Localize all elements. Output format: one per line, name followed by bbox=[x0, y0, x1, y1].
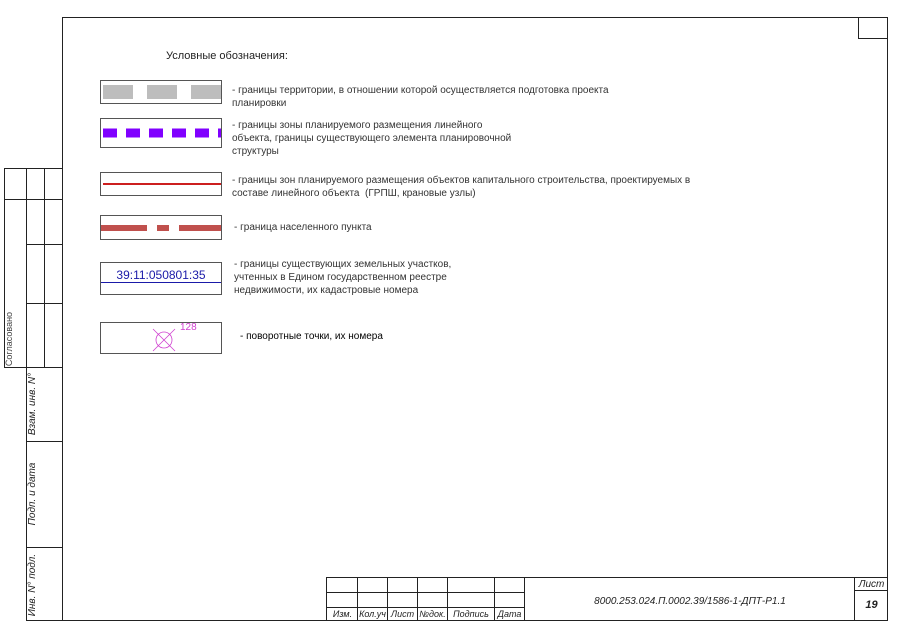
legend-swatch-settlement bbox=[100, 215, 222, 240]
cadastral-number-sample: 39:11:050801:35 bbox=[116, 268, 206, 282]
legend-text-settlement: - граница населенного пункта bbox=[234, 222, 372, 233]
side-inv-orig-label: Инв. N° подл. bbox=[27, 553, 38, 617]
legend-swatch-capital-zone bbox=[100, 172, 222, 196]
legend-title: Условные обозначения: bbox=[166, 50, 288, 62]
side-sign-date-label: Подп. и дата bbox=[27, 462, 38, 526]
corner-box bbox=[858, 17, 888, 39]
legend-text-cadastral: - границы существующих земельных участков, учтенных в Едином государственном реестре недвижимости, их кадастровые номера bbox=[234, 259, 452, 296]
cadastral-line bbox=[101, 282, 221, 283]
legend-text-capital-zone: - границы зон планируемого размещения объектов капитального строительства, проектируемых в составе линейного объекта (ГРПШ, крановые узлы) bbox=[232, 175, 691, 199]
legend-swatch-cadastral bbox=[100, 262, 222, 295]
side-agreed-label: Согласовано bbox=[4, 311, 14, 367]
stamp-header-signature: Подпись bbox=[453, 609, 489, 619]
legend-text-linear-zone: - границы зоны планируемого размещения линейного объекта, границы существующего элемента планировочной структуры bbox=[232, 120, 512, 157]
legend-swatch-territory bbox=[100, 80, 222, 104]
stamp-header-sheet: Лист bbox=[390, 609, 415, 619]
sheet-label: Лист bbox=[858, 579, 885, 590]
legend-swatch-turning-points bbox=[100, 322, 222, 354]
document-code: 8000.253.024.П.0002.39/1586-1-ДПТ-Р1.1 bbox=[594, 596, 786, 607]
sheet-number: 19 bbox=[865, 599, 878, 611]
stamp-header-change: Изм. bbox=[332, 609, 353, 619]
stamp-header-date: Дата bbox=[497, 609, 522, 619]
stamp-header-count: Кол.уч bbox=[359, 609, 386, 619]
legend-text-turning-points: - поворотные точки, их номера bbox=[240, 331, 383, 342]
legend-swatch-linear-zone bbox=[100, 118, 222, 148]
legend-text-territory: - границы территории, в отношении которой осуществляется подготовка проекта планировки bbox=[232, 85, 609, 109]
stamp-header-doc: №док. bbox=[419, 609, 446, 619]
turning-point-number-sample: 128 bbox=[180, 322, 197, 333]
side-inv-replace-label: Взам. инв. N° bbox=[27, 372, 38, 436]
